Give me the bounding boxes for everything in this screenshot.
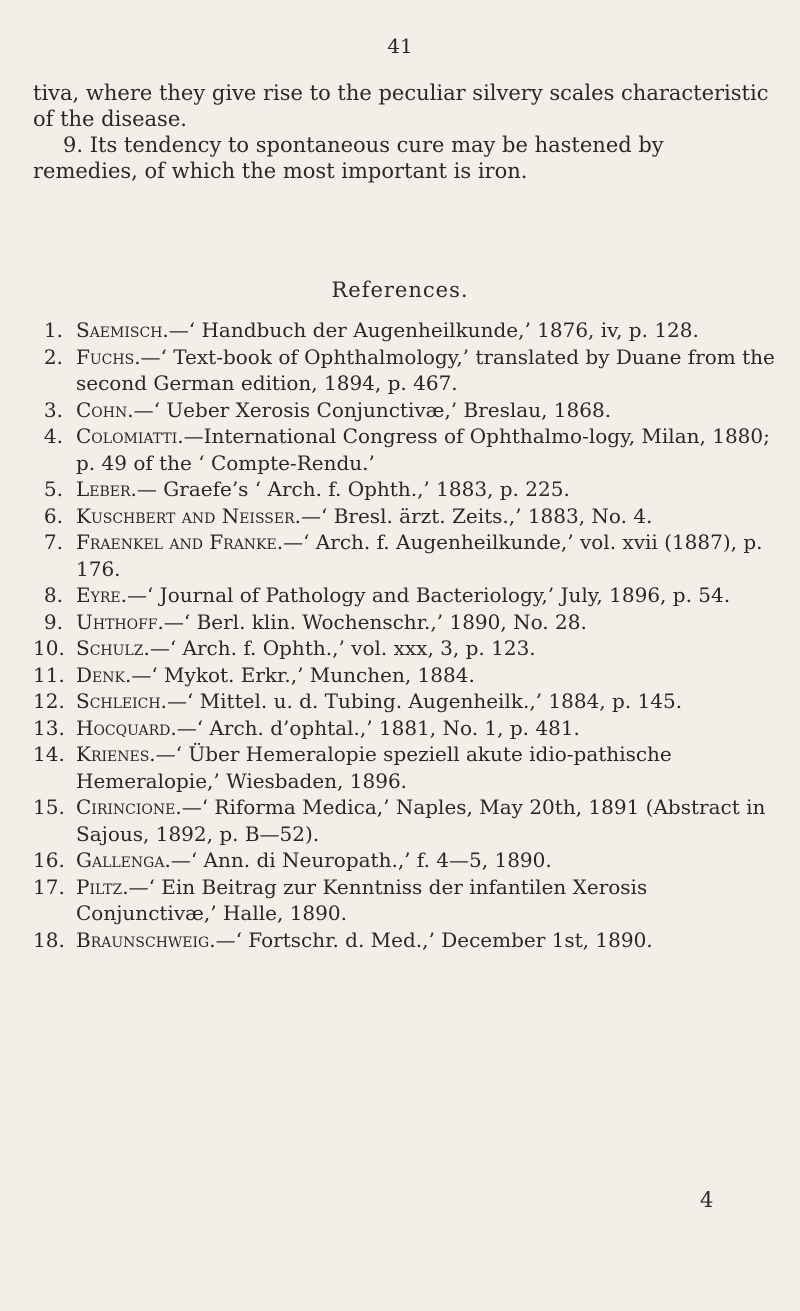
reference-author: Braunschweig. (76, 927, 216, 952)
reference-item (33, 317, 778, 344)
reference-text: —‘ Handbuch der Augenheilkunde,’ 1876, iv, p. 128. (168, 318, 699, 342)
reference-text: —‘ Mittel. u. d. Tubing. Augenheilk.,’ 1884, p. 145. (166, 689, 683, 713)
reference-number: 7. (43, 530, 63, 554)
reference-item (33, 794, 778, 847)
reference-text: —‘ Ann. di Neuropath.,’ f. 4—5, 1890. (170, 848, 552, 872)
reference-number: 14. (33, 742, 65, 766)
reference-text: —‘ Text-book of Ophthalmology,’ translated by Duane from the second German edition, 1894, p. 467. (76, 344, 775, 395)
reference-number: 3. (43, 397, 63, 422)
intro-paragraph-2: 9. Its tendency to spontaneous cure may be hastened by remedies, of which the most important is iron. (33, 133, 664, 183)
reference-author: Gallenga. (76, 848, 171, 872)
reference-item (33, 927, 778, 954)
reference-text: —‘ Berl. klin. Wochenschr.,’ 1890, No. 28. (163, 609, 587, 634)
intro-paragraph-1: tiva, where they give rise to the peculiar silvery scales characteristic of the disease. (33, 81, 769, 131)
reference-author: Leber. (76, 477, 137, 501)
reference-item (33, 874, 778, 927)
reference-item (33, 635, 778, 662)
reference-author: Cohn. (76, 397, 134, 422)
reference-author: Schleich. (76, 689, 167, 713)
reference-item (33, 609, 778, 636)
reference-item (33, 715, 778, 742)
reference-text: —‘ Arch. f. Augenheilkunde,’ vol. xvii (1887), p. 176. (76, 530, 763, 581)
reference-number: 16. (33, 848, 65, 872)
reference-text: —‘ Riforma Medica,’ Naples, May 20th, 1891 (Abstract in Sajous, 1892, p. B—52). (76, 795, 766, 846)
reference-author: Fuchs. (76, 344, 141, 369)
reference-item (33, 741, 778, 794)
reference-number: 17. (33, 874, 65, 899)
reference-number: 18. (33, 927, 65, 952)
reference-author: Hocquard. (76, 715, 177, 740)
reference-author: Cirincione. (76, 795, 182, 819)
page-number: 41 (387, 34, 413, 58)
reference-text: —‘ Ueber Xerosis Conjunctivæ,’ Breslau, 1868. (133, 397, 612, 422)
reference-number: 5. (43, 477, 63, 501)
reference-number: 1. (43, 318, 63, 342)
reference-number: 13. (33, 715, 65, 740)
reference-number: 2. (43, 344, 63, 369)
reference-item (33, 397, 778, 424)
reference-author: Eyre. (76, 583, 127, 607)
reference-text: —‘ Fortschr. d. Med.,’ December 1st, 1890. (215, 927, 653, 952)
reference-text: —International Congress of Ophthalmo-logy, Milan, 1880; p. 49 of the ‘ Compte-Rendu.’ (76, 424, 770, 475)
reference-number: 11. (33, 662, 65, 687)
reference-item (33, 529, 778, 582)
reference-number: 6. (43, 503, 63, 528)
reference-number: 15. (33, 795, 65, 819)
references-list (33, 317, 778, 953)
reference-item (33, 662, 778, 689)
reference-text: — Graefe’s ‘ Arch. f. Ophth.,’ 1883, p. 225. (136, 477, 570, 501)
reference-text: —‘ Mykot. Erkr.,’ Munchen, 1884. (131, 662, 475, 687)
reference-item (33, 503, 778, 530)
reference-text: —‘ Journal of Pathology and Bacteriology,’ July, 1896, p. 54. (126, 583, 731, 607)
reference-text: —‘ Arch. d’ophtal.,’ 1881, No. 1, p. 481. (176, 715, 580, 740)
reference-item (33, 423, 778, 476)
reference-author: Krienes. (76, 742, 156, 766)
reference-item (33, 582, 778, 609)
signature-mark: 4 (700, 1188, 714, 1212)
references-heading: References. (331, 278, 469, 302)
reference-text: —‘ Arch. f. Ophth.,’ vol. xxx, 3, p. 123. (149, 636, 536, 660)
reference-author: Saemisch. (76, 318, 169, 342)
reference-text: —‘ Ein Beitrag zur Kenntniss der infantilen Xerosis Conjunctivæ,’ Halle, 1890. (76, 874, 648, 925)
reference-author: Fraenkel and Franke. (76, 530, 284, 554)
reference-author: Schulz. (76, 636, 150, 660)
reference-number: 10. (33, 636, 65, 660)
reference-item (33, 476, 778, 503)
reference-number: 12. (33, 689, 65, 713)
reference-number: 8. (43, 583, 63, 607)
reference-text: —‘ Bresl. ärzt. Zeits.,’ 1883, No. 4. (301, 503, 653, 528)
reference-author: Kuschbert and Neisser. (76, 503, 301, 528)
intro-text (33, 80, 773, 184)
reference-item (33, 688, 778, 715)
reference-author: Colomiatti. (76, 424, 184, 448)
reference-author: Uhthoff. (76, 609, 164, 634)
reference-author: Piltz. (76, 874, 129, 899)
reference-number: 9. (43, 609, 63, 634)
reference-author: Denk. (76, 662, 132, 687)
reference-number: 4. (43, 424, 63, 448)
reference-item (33, 847, 778, 874)
reference-item (33, 344, 778, 397)
reference-text: —‘ Über Hemeralopie speziell akute idio-pathische Hemeralopie,’ Wiesbaden, 1896. (76, 742, 672, 793)
